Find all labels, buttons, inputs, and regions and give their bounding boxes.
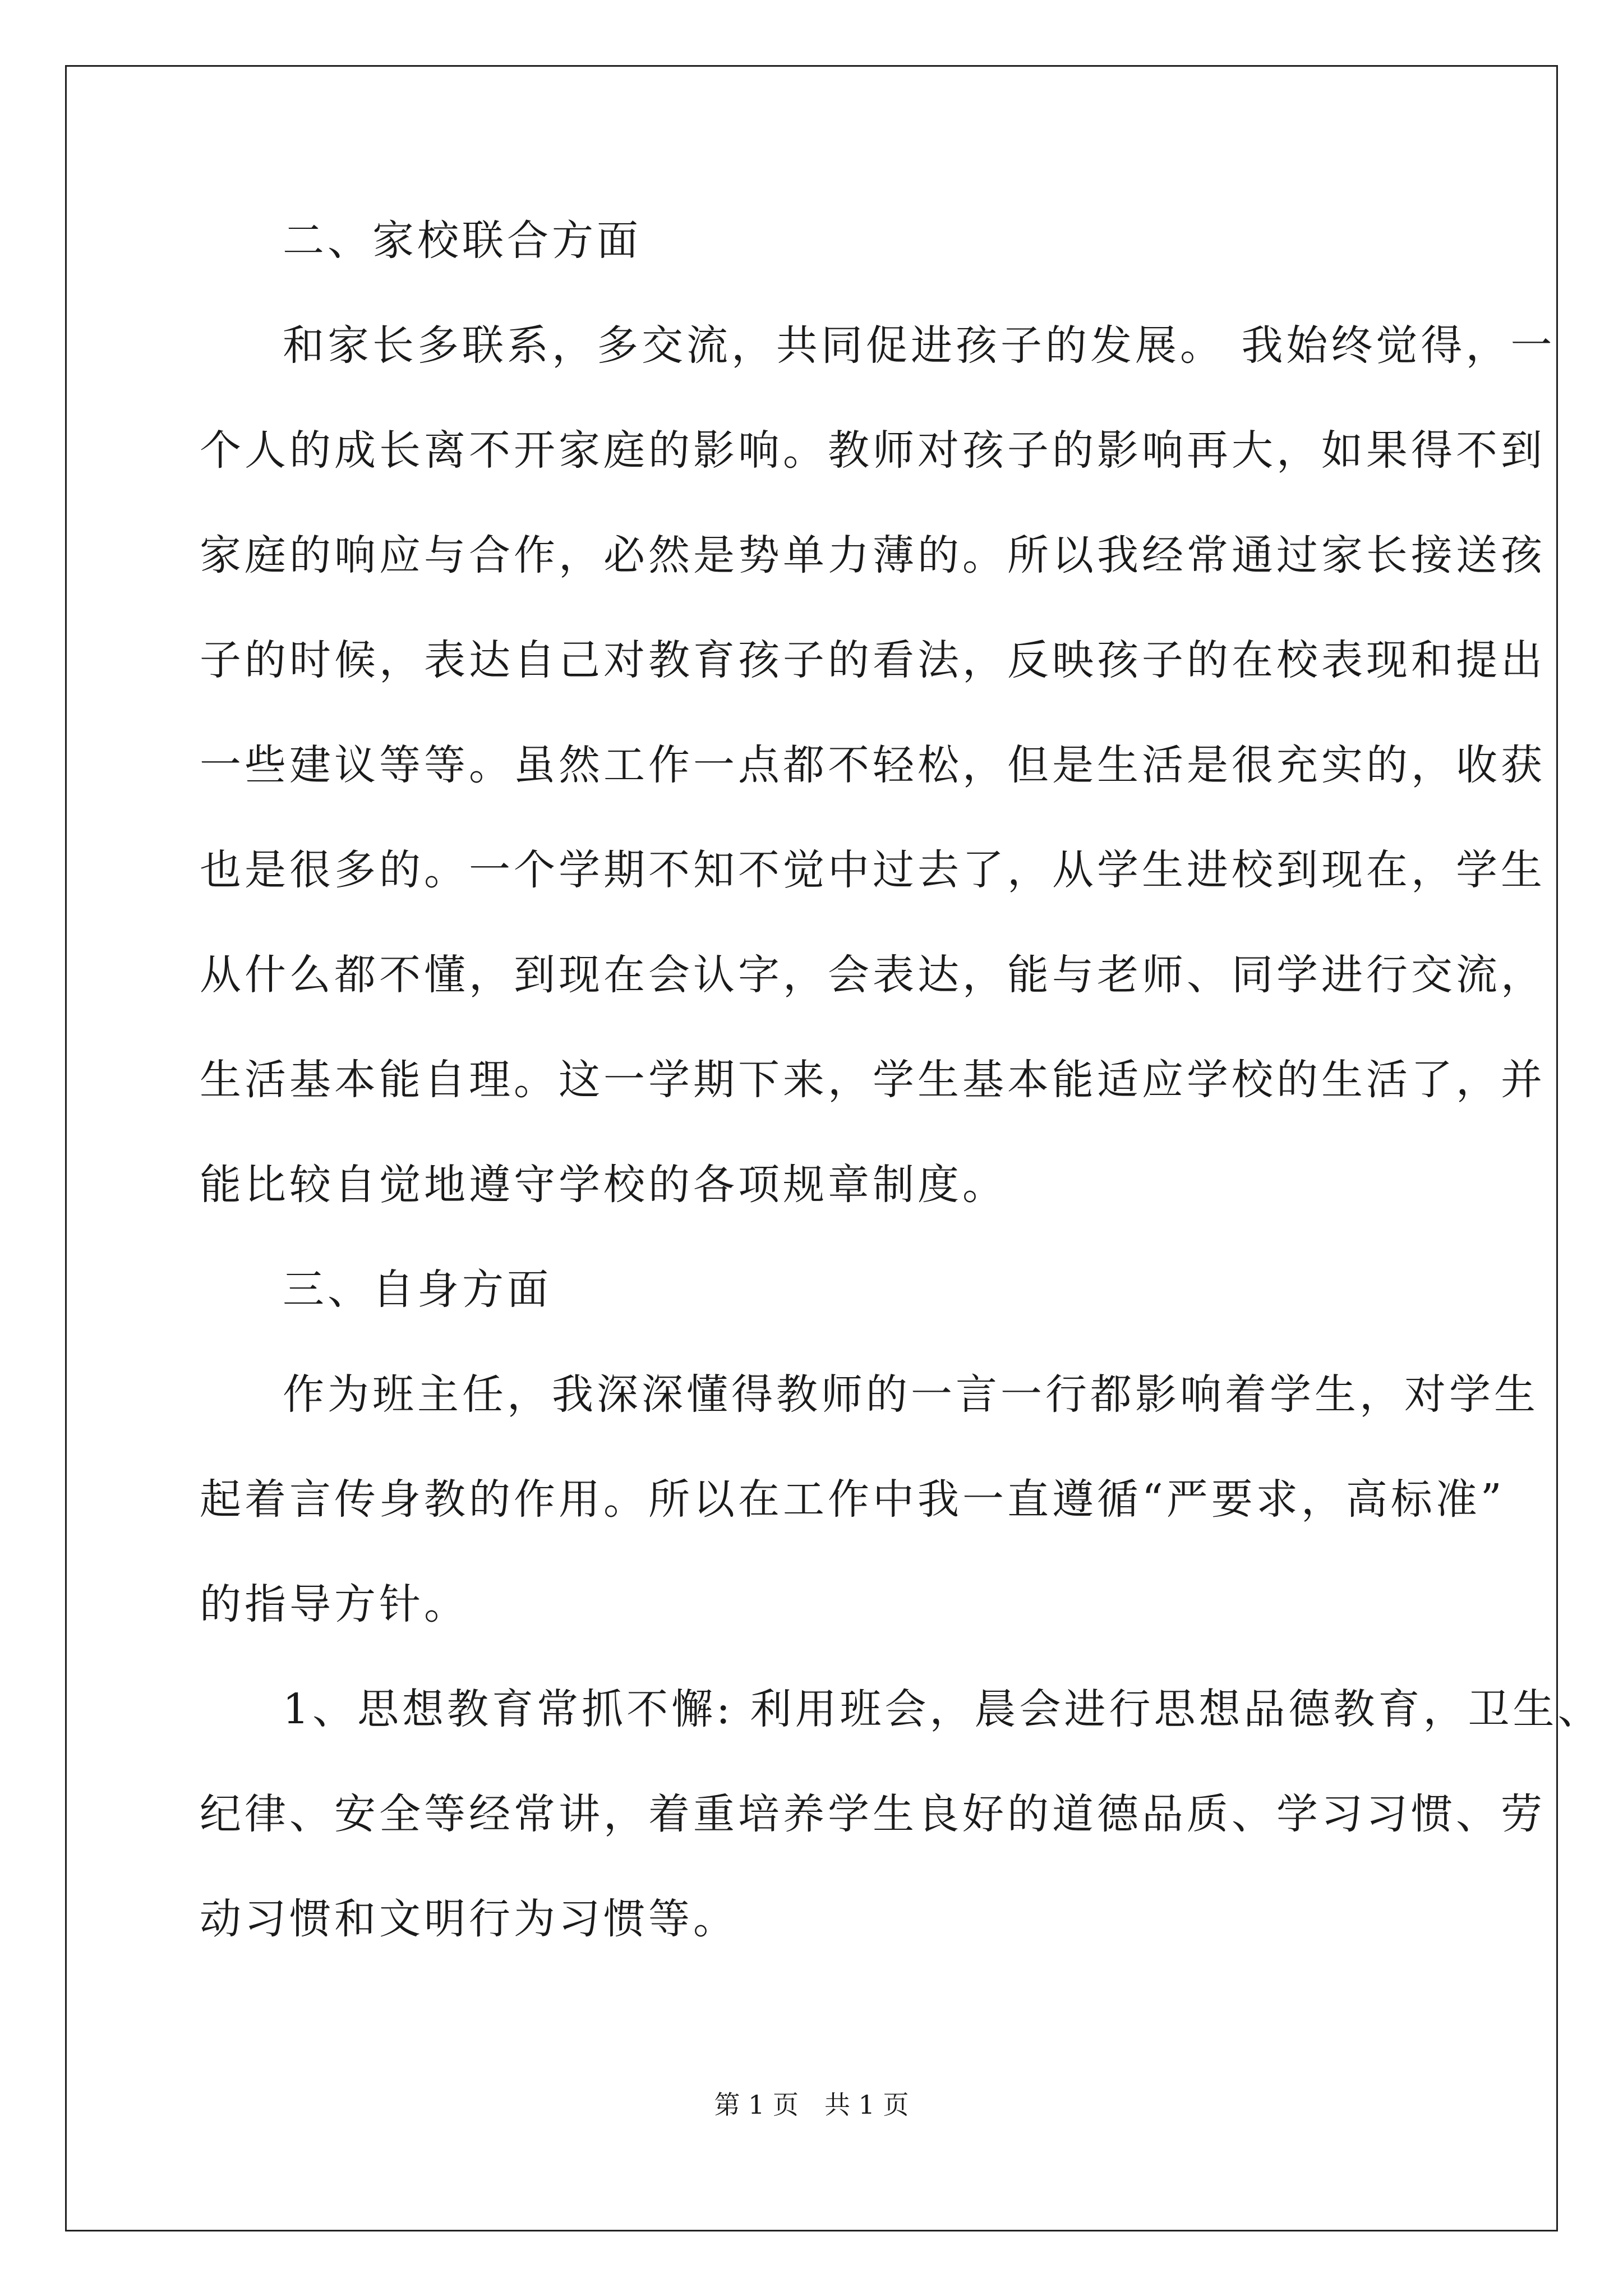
paragraph-line: 子的时候，表达自己对教育孩子的看法，反映孩子的在校表现和提出 — [200, 636, 1546, 684]
paragraph-line: 动习惯和文明行为习惯等。 — [200, 1895, 738, 1943]
paragraph-line: 也是很多的。一个学期不知不觉中过去了，从学生进校到现在，学生 — [200, 846, 1546, 894]
paragraph-line: 作为班主任，我深深懂得教师的一言一行都影响着学生，对学生 — [283, 1370, 1539, 1419]
paragraph-line: 生活基本能自理。这一学期下来，学生基本能适应学校的生活了，并 — [200, 1056, 1546, 1104]
paragraph-line: 的指导方针。 — [200, 1580, 469, 1628]
paragraph-line: 一些建议等等。虽然工作一点都不轻松，但是生活是很充实的，收获 — [200, 741, 1546, 789]
paragraph-line: 1、思想教育常抓不懈: 利用班会，晨会进行思想品德教育，卫生、 — [283, 1685, 1603, 1733]
paragraph-line: 和家长多联系，多交流，共同促进孩子的发展。 我始终觉得，一 — [283, 321, 1556, 370]
paragraph-line: 个人的成长离不开家庭的影响。教师对孩子的影响再大，如果得不到 — [200, 426, 1546, 475]
paragraph-line: 起着言传身教的作用。所以在工作中我一直遵循“严要求，高标准” — [200, 1475, 1505, 1524]
document-body — [200, 217, 1603, 2003]
paragraph-line: 从什么都不懂，到现在会认字，会表达，能与老师、同学进行交流， — [200, 951, 1546, 999]
paragraph-line: 纪律、安全等经常讲，着重培养学生良好的道德品质、学习习惯、劳 — [200, 1790, 1546, 1838]
page-footer: 第 1 页 共 1 页 — [714, 2090, 909, 2120]
section-heading: 二、家校联合方面 — [283, 217, 642, 265]
paragraph-line: 家庭的响应与合作，必然是势单力薄的。所以我经常通过家长接送孩 — [200, 531, 1546, 579]
paragraph-line: 能比较自觉地遵守学校的各项规章制度。 — [200, 1161, 1007, 1209]
section-heading: 三、自身方面 — [283, 1266, 552, 1314]
